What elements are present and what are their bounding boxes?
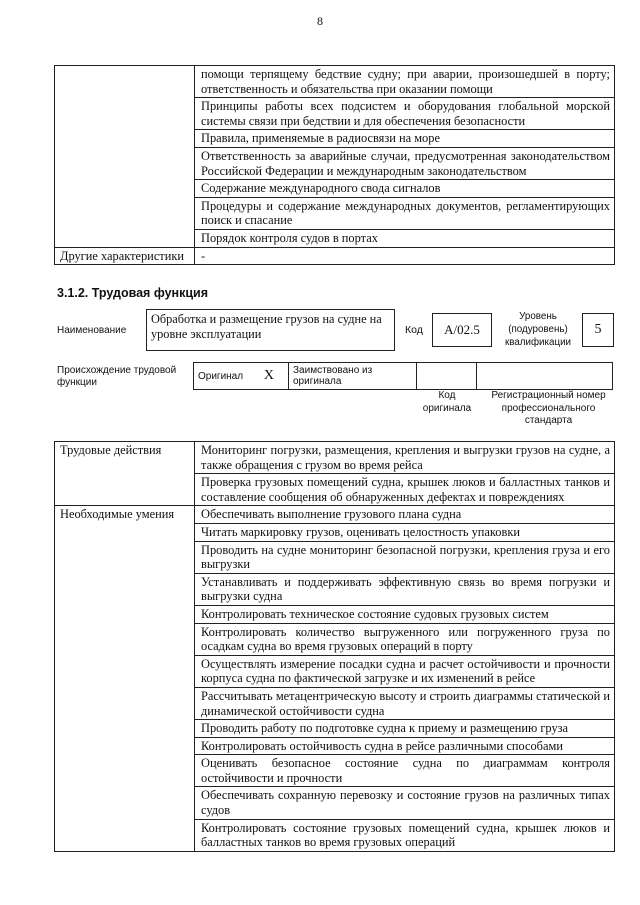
actions-table: [54, 441, 615, 852]
borrowed-label: Заимствовано из оригинала: [289, 363, 417, 390]
knowledge-table: [54, 65, 615, 265]
name-value-box: [146, 309, 395, 351]
skill-row: Рассчитывать метацентрическую высоту и строить диаграммы статической и динамической остойчивости судна: [195, 687, 615, 719]
origin-table: [193, 362, 613, 390]
empty-label-cell: [55, 66, 195, 248]
skill-row: Контролировать техническое состояние судовых грузовых систем: [195, 605, 615, 623]
knowledge-row: Процедуры и содержание международных документов, регламентирующих поиск и спасание: [195, 197, 615, 229]
other-characteristics-label: Другие характеристики: [55, 247, 195, 265]
knowledge-row: помощи терпящему бедствие судну; при аварии, произошедшей в порту; ответственность и обязательства при оказании помощи: [195, 66, 615, 98]
skill-row: Читать маркировку грузов, оценивать целостность упаковки: [195, 523, 615, 541]
origin-label: Происхождение трудовой функции: [57, 365, 177, 388]
original-label: Оригинал: [198, 371, 244, 382]
skill-row: Осуществлять измерение посадки судна и расчет остойчивости и прочности корпуса судна по фактической загрузке и их изменений в рейсе: [195, 655, 615, 687]
name-label: Наименование: [57, 325, 127, 336]
qualification-level-label: Уровень (подуровень) квалификации: [504, 311, 572, 348]
skill-row: Проводить работу по подготовке судна к приему и размещению груза: [195, 720, 615, 738]
skill-row: Устанавливать и поддерживать эффективную связь во время погрузки и выгрузки судна: [195, 573, 615, 605]
knowledge-row: Порядок контроля судов в портах: [195, 229, 615, 247]
skill-row: Проводить на судне мониторинг безопасной погрузки, крепления груза и его выгрузки: [195, 541, 615, 573]
labor-action-row: Проверка грузовых помещений судна, крышек люков и балластных танков и составление сообщения об обнаруженных дефектах и повреждениях: [195, 474, 615, 506]
skill-row: Контролировать количество выгруженного или погруженного груза по осадкам судна во время грузовых операций в порту: [195, 623, 615, 655]
knowledge-row: Ответственность за аварийные случаи, предусмотренная законодательством Российской Федерации и международным законодательством: [195, 147, 615, 179]
original-cell: [194, 363, 289, 390]
knowledge-row: Принципы работы всех подсистем и оборудования глобальной морской системы связи при бедствии и для обеспечения безопасности: [195, 98, 615, 130]
labor-action-row: Мониторинг погрузки, размещения, крепления и выгрузки грузов на судне, а также обращения с грузом во время рейса: [195, 442, 615, 474]
code-original-label: Код оригинала: [422, 390, 472, 414]
labor-actions-label: Трудовые действия: [55, 442, 195, 506]
page-number: 8: [317, 14, 323, 28]
code-label: Код: [405, 324, 423, 336]
skills-label: Необходимые умения: [55, 506, 195, 851]
original-mark: X: [263, 368, 274, 383]
section-title: 3.1.2. Трудовая функция: [57, 286, 209, 300]
code-original-cell: [417, 363, 477, 390]
reg-number-cell: [477, 363, 613, 390]
qualification-level-value: 5: [582, 313, 614, 347]
skill-row: Оценивать безопасное состояние судна по диаграммам контроля остойчивости и прочности: [195, 755, 615, 787]
skill-row: Обеспечивать выполнение грузового плана судна: [195, 506, 615, 524]
knowledge-row: Содержание международного свода сигналов: [195, 180, 615, 198]
code-value: A/02.5: [432, 313, 492, 347]
skill-row: Обеспечивать сохранную перевозку и состояние грузов на различных типах судов: [195, 787, 615, 819]
skill-row: Контролировать остойчивость судна в рейсе различными способами: [195, 737, 615, 755]
other-characteristics-value: -: [195, 247, 615, 265]
skill-row: Контролировать состояние грузовых помещений судна, крышек люков и балластных танков во время грузовых операций: [195, 819, 615, 851]
name-value: Обработка и размещение грузов на судне на уровне эксплуатации: [151, 312, 382, 341]
reg-number-label: Регистрационный номер профессионального стандарта: [491, 390, 606, 426]
knowledge-row: Правила, применяемые в радиосвязи на море: [195, 130, 615, 148]
